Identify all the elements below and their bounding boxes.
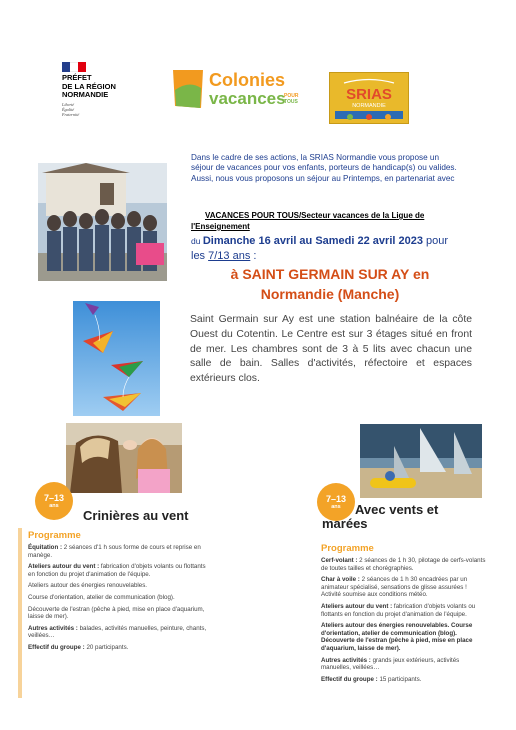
program-left-title: Crinières au vent (83, 508, 189, 523)
kites-photo (73, 301, 160, 416)
svg-text:TOUS: TOUS (284, 99, 298, 105)
program-left-item: Course d'orientation, atelier de communication (blog). (28, 593, 175, 601)
program-right-item: Char à voile : 2 séances de 1 h 30 encadrées par un animateur spécialisé, sensations de glisse assurées ! Activité soumise aux conditions météo. (321, 576, 468, 599)
program-left-bar (18, 528, 22, 698)
intro-paragraph-1: Dans le cadre de ses actions, la SRIAS Normandie vous propose un séjour de vacances pour vos enfants, porteurs de handicap(s) ou valides. (191, 153, 457, 173)
program-right-title: Avec vents et marées (322, 502, 439, 531)
program-right-item: Effectif du groupe : 15 participants. (321, 675, 422, 683)
program-right-item: Ateliers autour du vent : fabrication d'objets volants ou flottants en fonction du projet d'animation de l'équipe. (321, 602, 476, 618)
svg-text:NORMANDIE: NORMANDIE (352, 103, 386, 109)
program-left-heading: Programme (28, 530, 81, 541)
horse-photo (66, 423, 182, 493)
age-range: 7/13 ans (208, 250, 251, 262)
organizer: VACANCES POUR TOUS/Secteur vacances de la Ligue de l'Enseignement (191, 211, 425, 231)
intro-text (191, 153, 459, 184)
destination-title: à SAINT GERMAIN SUR AY en Normandie (Manche) (230, 266, 430, 302)
program-left-item: Ateliers autour des énergies renouvelables. (28, 582, 148, 590)
program-left-item: Autres activités : balades, activités manuelles, peinture, chants, veillées… (28, 624, 207, 640)
srias-word: SRIAS (346, 86, 392, 103)
dates-line: du Dimanche 16 avril au Samedi 22 avril 2023 pour les 7/13 ans : (191, 235, 449, 262)
program-right-item: Ateliers autour des énergies renouvelables. Course d'orientation, atelier de communication (blog). Découverte de l'estran (pêche à pied, mise en place d'aquarium, laisse de mer). (321, 622, 473, 652)
republic-motto: Liberté Égalité Fraternité (62, 102, 80, 117)
colonies-vacances-logo (171, 66, 307, 112)
date-range: Dimanche 16 avril au Samedi 22 avril 2023 (202, 235, 423, 247)
group-photo (38, 163, 167, 281)
program-left-item: Ateliers autour du vent : fabrication d'objets volants ou flottants en fonction du projet d'animation de l'équipe. (28, 563, 206, 578)
french-flag-icon (62, 62, 86, 72)
srias-logo (329, 72, 409, 124)
prefet-title: PRÉFET DE LA RÉGION NORMANDIE (62, 73, 116, 99)
center-description: Saint Germain sur Ay est une station balnéaire de la côte Ouest du Cotentin. Le Centre est sur 3 étages situé en front de mer. Les chambres sont de 3 à 5 lits avec chacun une salle de bain. Salles d'activités, réfectoire et espaces extérieurs clos. (190, 314, 472, 385)
colonies-word: Colonies (209, 70, 286, 90)
intro-paragraph-2: Aussi, nous vous proposons un séjour au Printemps, en partenariat avec (191, 173, 455, 183)
sand-yacht-photo (360, 424, 482, 498)
program-left (28, 530, 214, 656)
program-left-item: Équitation : 2 séances d'1 h sous forme de cours et reprise en manège. (28, 544, 201, 559)
program-right-item: Autres activités : grands jeux extérieurs, activités manuelles, veillées… (321, 656, 460, 672)
program-right (321, 543, 487, 687)
vacances-word: vacances (209, 89, 286, 108)
program-right-heading: Programme (321, 543, 374, 554)
program-left-item: Découverte de l'estran (pêche à pied, mise en place d'aquarium, laisse de mer). (28, 605, 205, 621)
age-badge-right: 7–13 ans (317, 483, 355, 521)
program-right-item: Cerf-volant : 2 séances de 1 h 30, pilotage de cerfs-volants de toutes tailles et chorégraphies. (321, 557, 486, 572)
program-left-item: Effectif du groupe : 20 participants. (28, 643, 129, 651)
svg-text:POUR: POUR (284, 93, 299, 99)
age-badge-left: 7–13 ans (35, 482, 73, 520)
